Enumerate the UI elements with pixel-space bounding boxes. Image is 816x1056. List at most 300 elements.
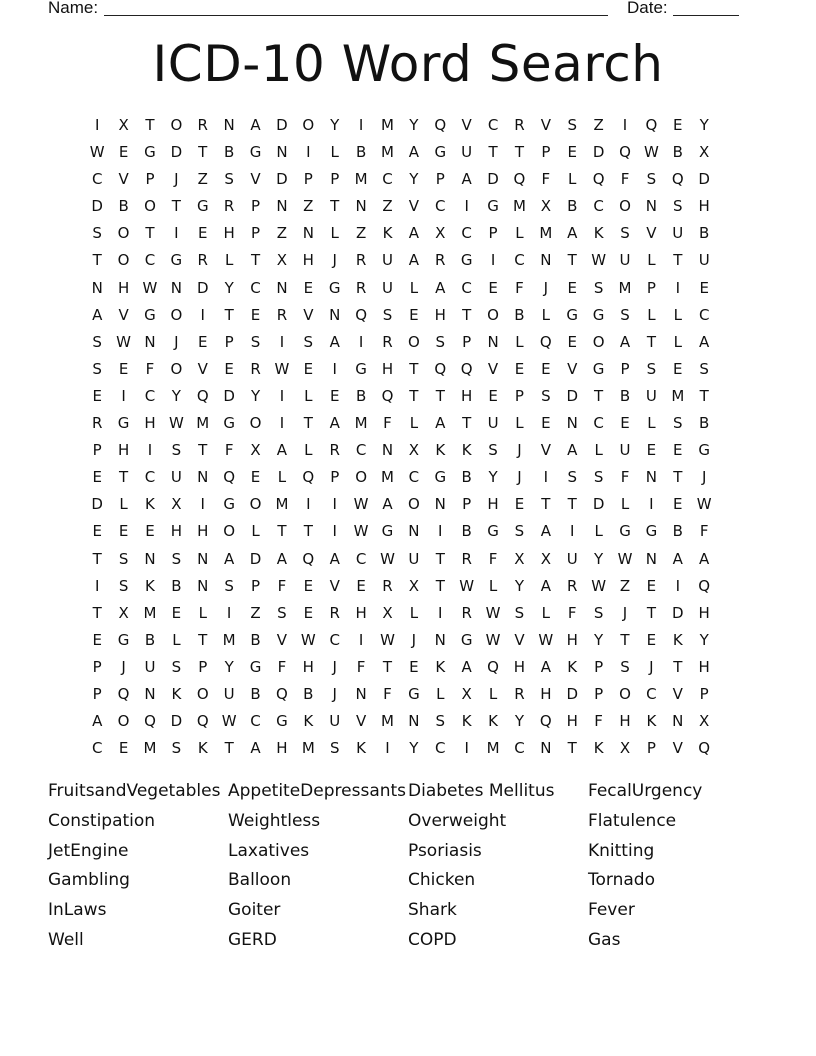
- grid-letter[interactable]: N: [645, 549, 658, 568]
- grid-letter[interactable]: F: [488, 549, 498, 568]
- grid-letter[interactable]: U: [461, 143, 473, 162]
- grid-letter[interactable]: M: [354, 170, 368, 189]
- grid-letter[interactable]: I: [279, 414, 285, 433]
- grid-letter[interactable]: K: [145, 576, 155, 595]
- grid-letter[interactable]: C: [487, 116, 499, 134]
- grid-letter[interactable]: S: [620, 224, 630, 243]
- grid-letter[interactable]: W: [221, 712, 237, 731]
- grid-letter[interactable]: N: [144, 684, 156, 703]
- grid-letter[interactable]: B: [461, 522, 472, 541]
- grid-letter[interactable]: A: [250, 739, 261, 758]
- grid-letter[interactable]: G: [117, 414, 130, 433]
- grid-letter[interactable]: O: [249, 495, 262, 514]
- grid-letter[interactable]: L: [647, 305, 656, 324]
- grid-letter[interactable]: W: [617, 549, 633, 568]
- grid-letter[interactable]: T: [224, 305, 234, 324]
- grid-letter[interactable]: M: [381, 143, 394, 162]
- grid-letter[interactable]: F: [383, 684, 392, 703]
- grid-letter[interactable]: P: [330, 170, 340, 189]
- grid-letter[interactable]: X: [540, 549, 551, 568]
- grid-letter[interactable]: F: [356, 657, 366, 676]
- grid-letter[interactable]: W: [89, 143, 105, 162]
- grid-letter[interactable]: M: [301, 739, 315, 758]
- grid-letter[interactable]: I: [385, 739, 390, 758]
- grid-letter[interactable]: D: [592, 143, 605, 162]
- grid-letter[interactable]: W: [591, 251, 607, 270]
- grid-letter[interactable]: V: [197, 359, 208, 378]
- grid-letter[interactable]: W: [168, 414, 184, 433]
- grid-letter[interactable]: E: [198, 332, 208, 351]
- grid-letter[interactable]: Q: [671, 170, 684, 189]
- grid-letter[interactable]: M: [381, 116, 394, 134]
- grid-letter[interactable]: H: [197, 522, 209, 541]
- grid-letter[interactable]: U: [619, 251, 631, 270]
- grid-letter[interactable]: Z: [250, 603, 261, 622]
- grid-letter[interactable]: H: [355, 603, 367, 622]
- grid-letter[interactable]: E: [118, 522, 129, 541]
- grid-letter[interactable]: L: [224, 251, 234, 270]
- grid-letter[interactable]: R: [250, 359, 261, 378]
- grid-letter[interactable]: F: [383, 414, 392, 433]
- grid-letter[interactable]: D: [276, 170, 288, 189]
- grid-letter[interactable]: G: [144, 143, 156, 162]
- grid-letter[interactable]: T: [224, 739, 234, 758]
- grid-letter[interactable]: P: [251, 576, 261, 595]
- grid-letter[interactable]: A: [699, 332, 710, 351]
- grid-letter[interactable]: F: [594, 712, 603, 731]
- grid-letter[interactable]: T: [171, 197, 181, 216]
- grid-letter[interactable]: X: [408, 441, 420, 460]
- grid-letter[interactable]: G: [408, 684, 420, 703]
- grid-letter[interactable]: E: [356, 576, 366, 595]
- grid-letter[interactable]: P: [145, 170, 155, 189]
- grid-letter[interactable]: X: [699, 712, 710, 731]
- grid-letter[interactable]: D: [698, 170, 710, 189]
- grid-letter[interactable]: C: [329, 630, 340, 649]
- grid-letter[interactable]: I: [675, 576, 680, 595]
- grid-letter[interactable]: I: [121, 386, 126, 405]
- grid-letter[interactable]: G: [460, 630, 473, 649]
- grid-letter[interactable]: U: [619, 441, 631, 460]
- grid-letter[interactable]: I: [332, 359, 337, 378]
- grid-letter[interactable]: E: [646, 630, 657, 649]
- grid-letter[interactable]: O: [170, 116, 183, 134]
- grid-letter[interactable]: Q: [539, 332, 552, 351]
- grid-letter[interactable]: Y: [488, 468, 498, 487]
- grid-letter[interactable]: Y: [514, 576, 525, 595]
- grid-letter[interactable]: L: [647, 414, 656, 433]
- grid-letter[interactable]: S: [488, 441, 498, 460]
- grid-letter[interactable]: S: [382, 305, 393, 324]
- grid-letter[interactable]: P: [251, 224, 261, 243]
- grid-letter[interactable]: C: [382, 170, 393, 189]
- grid-letter[interactable]: G: [328, 278, 341, 297]
- grid-letter[interactable]: T: [382, 657, 393, 676]
- grid-letter[interactable]: X: [699, 143, 710, 162]
- grid-letter[interactable]: D: [566, 386, 578, 405]
- grid-letter[interactable]: B: [303, 684, 314, 703]
- grid-letter[interactable]: B: [672, 143, 683, 162]
- grid-letter[interactable]: H: [170, 522, 182, 541]
- grid-letter[interactable]: M: [143, 603, 157, 622]
- grid-letter[interactable]: A: [276, 441, 288, 460]
- grid-letter[interactable]: E: [620, 414, 630, 433]
- grid-letter[interactable]: E: [541, 359, 551, 378]
- grid-letter[interactable]: I: [438, 522, 443, 541]
- grid-letter[interactable]: I: [675, 278, 680, 297]
- grid-letter[interactable]: R: [382, 332, 393, 351]
- grid-letter[interactable]: C: [250, 712, 261, 731]
- grid-letter[interactable]: F: [620, 468, 630, 487]
- grid-letter[interactable]: K: [593, 224, 604, 243]
- grid-letter[interactable]: K: [435, 441, 446, 460]
- grid-letter[interactable]: C: [646, 684, 657, 703]
- grid-letter[interactable]: V: [250, 170, 261, 189]
- grid-letter[interactable]: J: [174, 170, 179, 189]
- grid-letter[interactable]: V: [540, 116, 551, 134]
- grid-letter[interactable]: M: [381, 468, 394, 487]
- grid-letter[interactable]: T: [92, 549, 102, 568]
- grid-letter[interactable]: T: [198, 630, 208, 649]
- grid-letter[interactable]: V: [461, 116, 472, 134]
- grid-letter[interactable]: T: [567, 739, 577, 758]
- grid-letter[interactable]: Z: [355, 224, 367, 243]
- grid-letter[interactable]: F: [699, 522, 709, 541]
- grid-letter[interactable]: A: [408, 224, 420, 243]
- grid-letter[interactable]: Q: [302, 549, 315, 568]
- grid-letter[interactable]: H: [144, 414, 156, 433]
- grid-letter[interactable]: L: [409, 603, 419, 622]
- grid-letter[interactable]: N: [170, 278, 182, 297]
- grid-letter[interactable]: P: [435, 170, 445, 189]
- grid-letter[interactable]: D: [170, 143, 183, 162]
- grid-letter[interactable]: E: [224, 359, 234, 378]
- grid-letter[interactable]: M: [618, 278, 632, 297]
- grid-letter[interactable]: X: [250, 441, 261, 460]
- grid-letter[interactable]: N: [276, 143, 288, 162]
- grid-letter[interactable]: O: [196, 684, 209, 703]
- grid-letter[interactable]: P: [330, 468, 340, 487]
- grid-letter[interactable]: L: [251, 522, 260, 541]
- grid-letter[interactable]: T: [673, 657, 683, 676]
- grid-letter[interactable]: F: [277, 657, 287, 676]
- grid-letter[interactable]: M: [381, 712, 394, 731]
- grid-letter[interactable]: T: [435, 576, 445, 595]
- grid-letter[interactable]: S: [118, 576, 129, 595]
- grid-letter[interactable]: P: [462, 332, 472, 351]
- grid-letter[interactable]: J: [121, 657, 126, 676]
- grid-letter[interactable]: L: [330, 143, 339, 162]
- grid-letter[interactable]: E: [673, 116, 683, 134]
- grid-letter[interactable]: D: [672, 603, 684, 622]
- grid-letter[interactable]: O: [117, 224, 130, 243]
- grid-letter[interactable]: N: [144, 332, 156, 351]
- grid-letter[interactable]: E: [118, 739, 129, 758]
- grid-letter[interactable]: W: [353, 495, 369, 514]
- grid-letter[interactable]: K: [646, 712, 657, 731]
- grid-letter[interactable]: N: [434, 495, 446, 514]
- grid-letter[interactable]: I: [279, 386, 285, 405]
- grid-letter[interactable]: Y: [250, 386, 261, 405]
- grid-letter[interactable]: G: [196, 197, 209, 216]
- grid-letter[interactable]: R: [223, 197, 235, 216]
- grid-letter[interactable]: M: [486, 739, 500, 758]
- grid-letter[interactable]: E: [567, 278, 577, 297]
- grid-letter[interactable]: C: [250, 278, 261, 297]
- grid-letter[interactable]: N: [91, 278, 103, 297]
- grid-letter[interactable]: T: [594, 386, 604, 405]
- grid-letter[interactable]: E: [303, 576, 314, 595]
- grid-letter[interactable]: Q: [592, 170, 605, 189]
- grid-letter[interactable]: P: [303, 170, 313, 189]
- grid-letter[interactable]: Y: [224, 278, 234, 297]
- grid-letter[interactable]: X: [619, 739, 631, 758]
- grid-letter[interactable]: G: [249, 657, 262, 676]
- grid-letter[interactable]: L: [515, 224, 524, 243]
- grid-letter[interactable]: H: [223, 224, 235, 243]
- grid-letter[interactable]: T: [567, 251, 577, 270]
- grid-letter[interactable]: H: [381, 359, 394, 378]
- grid-letter[interactable]: N: [540, 251, 552, 270]
- grid-letter[interactable]: N: [197, 549, 209, 568]
- grid-letter[interactable]: B: [224, 143, 235, 162]
- grid-letter[interactable]: D: [170, 712, 183, 731]
- grid-letter[interactable]: Z: [197, 170, 208, 189]
- grid-letter[interactable]: A: [435, 278, 446, 297]
- grid-letter[interactable]: J: [649, 657, 654, 676]
- grid-letter[interactable]: O: [117, 712, 130, 731]
- grid-letter[interactable]: H: [513, 657, 526, 676]
- grid-letter[interactable]: E: [409, 657, 419, 676]
- grid-letter[interactable]: H: [566, 630, 578, 649]
- grid-letter[interactable]: H: [619, 712, 631, 731]
- grid-letter[interactable]: L: [541, 305, 551, 324]
- grid-letter[interactable]: A: [408, 251, 420, 270]
- grid-letter[interactable]: C: [91, 170, 103, 189]
- grid-letter[interactable]: K: [461, 441, 472, 460]
- grid-letter[interactable]: I: [490, 251, 496, 270]
- grid-letter[interactable]: P: [251, 197, 261, 216]
- grid-letter[interactable]: I: [649, 495, 654, 514]
- grid-letter[interactable]: A: [224, 549, 235, 568]
- grid-letter[interactable]: Q: [117, 684, 130, 703]
- grid-letter[interactable]: O: [170, 359, 183, 378]
- grid-letter[interactable]: V: [514, 630, 525, 649]
- grid-letter[interactable]: I: [94, 116, 100, 134]
- grid-letter[interactable]: T: [330, 197, 340, 216]
- grid-letter[interactable]: G: [117, 630, 130, 649]
- grid-letter[interactable]: A: [329, 549, 340, 568]
- grid-letter[interactable]: A: [540, 522, 551, 541]
- grid-letter[interactable]: I: [94, 576, 100, 595]
- grid-letter[interactable]: B: [699, 224, 710, 243]
- grid-letter[interactable]: K: [567, 657, 578, 676]
- grid-letter[interactable]: J: [332, 684, 337, 703]
- grid-letter[interactable]: I: [332, 522, 337, 541]
- grid-letter[interactable]: S: [541, 386, 551, 405]
- grid-letter[interactable]: C: [355, 549, 367, 568]
- grid-letter[interactable]: I: [147, 441, 153, 460]
- grid-letter[interactable]: L: [488, 684, 498, 703]
- grid-letter[interactable]: I: [358, 630, 364, 649]
- grid-letter[interactable]: S: [514, 522, 525, 541]
- grid-letter[interactable]: V: [303, 305, 314, 324]
- grid-letter[interactable]: W: [380, 630, 395, 649]
- grid-letter[interactable]: V: [672, 739, 683, 758]
- grid-letter[interactable]: P: [462, 495, 472, 514]
- grid-letter[interactable]: E: [567, 332, 577, 351]
- grid-letter[interactable]: L: [515, 414, 524, 433]
- grid-letter[interactable]: U: [645, 386, 657, 405]
- grid-letter[interactable]: L: [436, 684, 445, 703]
- grid-letter[interactable]: T: [673, 468, 683, 487]
- grid-letter[interactable]: Q: [698, 739, 711, 758]
- grid-letter[interactable]: N: [276, 278, 288, 297]
- grid-letter[interactable]: D: [223, 386, 235, 405]
- grid-letter[interactable]: I: [358, 116, 364, 134]
- grid-letter[interactable]: L: [515, 332, 524, 351]
- grid-letter[interactable]: V: [329, 576, 340, 595]
- grid-letter[interactable]: O: [407, 495, 420, 514]
- name-blank-line[interactable]: [104, 15, 608, 16]
- grid-letter[interactable]: S: [171, 657, 182, 676]
- grid-letter[interactable]: K: [593, 739, 604, 758]
- grid-letter[interactable]: A: [92, 712, 103, 731]
- grid-letter[interactable]: A: [435, 414, 446, 433]
- grid-letter[interactable]: E: [118, 143, 129, 162]
- grid-letter[interactable]: N: [487, 332, 499, 351]
- grid-letter[interactable]: Z: [276, 224, 288, 243]
- grid-letter[interactable]: T: [303, 414, 313, 433]
- grid-letter[interactable]: P: [699, 684, 709, 703]
- grid-letter[interactable]: B: [144, 630, 156, 649]
- grid-letter[interactable]: S: [250, 332, 261, 351]
- grid-letter[interactable]: S: [673, 414, 683, 433]
- grid-letter[interactable]: Y: [409, 170, 419, 189]
- grid-letter[interactable]: M: [275, 495, 289, 514]
- grid-letter[interactable]: S: [593, 278, 604, 297]
- grid-letter[interactable]: I: [200, 305, 205, 324]
- grid-letter[interactable]: O: [144, 197, 156, 216]
- grid-letter[interactable]: R: [382, 576, 393, 595]
- grid-letter[interactable]: J: [701, 468, 707, 487]
- grid-letter[interactable]: N: [434, 630, 446, 649]
- grid-letter[interactable]: R: [461, 603, 472, 622]
- grid-letter[interactable]: B: [461, 468, 472, 487]
- grid-letter[interactable]: V: [567, 359, 578, 378]
- grid-letter[interactable]: S: [646, 359, 657, 378]
- grid-letter[interactable]: K: [672, 630, 683, 649]
- grid-letter[interactable]: C: [144, 251, 156, 270]
- grid-letter[interactable]: Y: [330, 116, 340, 134]
- grid-letter[interactable]: A: [540, 576, 551, 595]
- grid-letter[interactable]: I: [438, 603, 443, 622]
- grid-letter[interactable]: C: [91, 739, 103, 758]
- grid-letter[interactable]: A: [619, 332, 631, 351]
- grid-letter[interactable]: H: [302, 251, 314, 270]
- grid-letter[interactable]: Q: [487, 657, 499, 676]
- grid-letter[interactable]: Q: [698, 576, 711, 595]
- grid-letter[interactable]: R: [91, 414, 103, 433]
- grid-letter[interactable]: T: [198, 441, 208, 460]
- grid-letter[interactable]: I: [570, 522, 575, 541]
- grid-letter[interactable]: E: [673, 359, 683, 378]
- grid-letter[interactable]: C: [698, 305, 710, 324]
- grid-letter[interactable]: Y: [699, 116, 709, 134]
- grid-letter[interactable]: A: [408, 143, 420, 162]
- grid-letter[interactable]: Z: [303, 197, 314, 216]
- grid-letter[interactable]: S: [92, 332, 102, 351]
- grid-letter[interactable]: O: [170, 305, 183, 324]
- grid-letter[interactable]: C: [514, 739, 525, 758]
- grid-letter[interactable]: G: [381, 522, 394, 541]
- grid-letter[interactable]: O: [619, 197, 631, 216]
- grid-letter[interactable]: S: [620, 657, 630, 676]
- grid-letter[interactable]: B: [619, 386, 631, 405]
- grid-letter[interactable]: E: [699, 278, 709, 297]
- grid-letter[interactable]: L: [409, 278, 419, 297]
- grid-letter[interactable]: X: [540, 197, 551, 216]
- grid-letter[interactable]: X: [171, 495, 182, 514]
- grid-letter[interactable]: B: [567, 197, 578, 216]
- grid-letter[interactable]: E: [92, 386, 102, 405]
- grid-letter[interactable]: A: [567, 441, 578, 460]
- grid-letter[interactable]: G: [223, 414, 235, 433]
- grid-letter[interactable]: S: [567, 468, 577, 487]
- grid-letter[interactable]: Y: [594, 549, 604, 568]
- grid-letter[interactable]: C: [461, 278, 472, 297]
- grid-letter[interactable]: S: [118, 549, 129, 568]
- grid-letter[interactable]: D: [592, 495, 605, 514]
- grid-letter[interactable]: T: [699, 386, 709, 405]
- grid-letter[interactable]: W: [353, 522, 369, 541]
- grid-letter[interactable]: U: [672, 224, 684, 243]
- grid-letter[interactable]: R: [329, 441, 340, 460]
- grid-letter[interactable]: P: [594, 657, 604, 676]
- grid-letter[interactable]: L: [172, 630, 181, 649]
- grid-letter[interactable]: R: [514, 684, 525, 703]
- grid-letter[interactable]: E: [673, 441, 683, 460]
- grid-letter[interactable]: V: [355, 712, 367, 731]
- grid-letter[interactable]: H: [117, 278, 130, 297]
- grid-letter[interactable]: X: [514, 549, 525, 568]
- grid-letter[interactable]: L: [330, 224, 339, 243]
- grid-letter[interactable]: E: [303, 278, 314, 297]
- grid-letter[interactable]: C: [144, 468, 156, 487]
- grid-letter[interactable]: G: [276, 712, 288, 731]
- grid-letter[interactable]: U: [382, 278, 393, 297]
- grid-letter[interactable]: E: [514, 495, 525, 514]
- grid-letter[interactable]: L: [198, 603, 207, 622]
- grid-letter[interactable]: G: [434, 468, 447, 487]
- grid-letter[interactable]: G: [249, 143, 262, 162]
- grid-letter[interactable]: T: [435, 549, 445, 568]
- grid-letter[interactable]: R: [514, 116, 525, 134]
- grid-letter[interactable]: P: [92, 657, 102, 676]
- grid-letter[interactable]: N: [566, 414, 578, 433]
- grid-letter[interactable]: Z: [593, 116, 604, 134]
- grid-letter[interactable]: R: [461, 549, 472, 568]
- grid-letter[interactable]: A: [92, 305, 103, 324]
- grid-letter[interactable]: P: [620, 359, 630, 378]
- grid-letter[interactable]: N: [355, 684, 367, 703]
- grid-letter[interactable]: X: [461, 684, 472, 703]
- grid-letter[interactable]: J: [622, 603, 628, 622]
- grid-letter[interactable]: S: [171, 739, 182, 758]
- grid-letter[interactable]: O: [487, 305, 499, 324]
- grid-letter[interactable]: T: [488, 143, 498, 162]
- grid-letter[interactable]: Q: [381, 386, 394, 405]
